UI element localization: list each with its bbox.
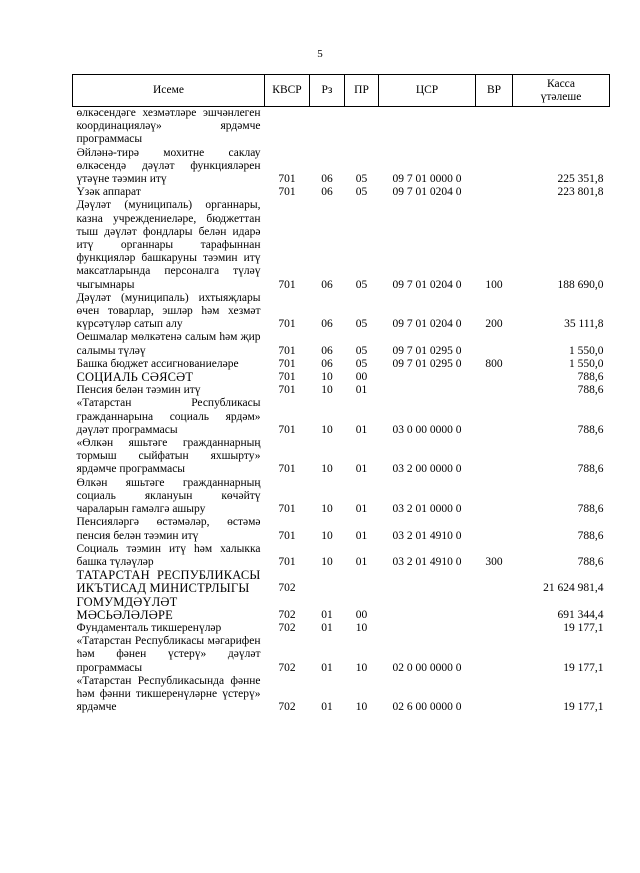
header-csr: ЦСР xyxy=(379,75,476,107)
cell-kassa: 788,6 xyxy=(577,384,604,397)
table-header xyxy=(73,75,610,107)
cell-rz: 06 xyxy=(321,318,333,331)
cell-name: Дәүләт (муниципаль) ихтыяҗлары өчен товарлар, эшләр һәм хезмәт күрсәтүләр сатып алу xyxy=(76,291,261,331)
cell-kvsr: 702 xyxy=(278,661,296,674)
cell-kvsr: 701 xyxy=(278,384,296,397)
cell-csr: 02 6 00 0000 0 xyxy=(392,701,462,714)
cell-pr: 05 xyxy=(355,173,368,186)
cell-name: ТАТАРСТАН РЕСПУБЛИКАСЫ ИКЪТИСАД МИНИСТРЛЫГЫ xyxy=(76,568,261,596)
table-row xyxy=(73,437,610,477)
cell-vr xyxy=(476,147,513,187)
cell-rz: 10 xyxy=(321,503,333,516)
cell-kvsr: 701 xyxy=(278,186,296,199)
table-body xyxy=(73,107,610,715)
cell-rz: 06 xyxy=(321,344,333,357)
cell-kvsr: 702 xyxy=(278,582,296,595)
cell-name: Әйләнә-тирә мохитне саклау өлкәсендә дәүләт функцияләрен үтәүне тәэмин итү xyxy=(76,146,261,186)
header-name: Исеме xyxy=(73,75,265,107)
cell-kassa: 19 177,1 xyxy=(563,701,604,714)
cell-name: Социаль тәэмин итү һәм халыкка башка түләүләр xyxy=(76,542,261,568)
cell-pr: 10 xyxy=(355,621,368,634)
cell-rz: 10 xyxy=(321,529,333,542)
cell-csr xyxy=(379,569,476,595)
cell-csr xyxy=(379,622,476,635)
cell-pr: 01 xyxy=(355,503,368,516)
table-row xyxy=(73,635,610,675)
cell-csr: 02 0 00 0000 0 xyxy=(392,661,462,674)
cell-name: Өлкән яшьтәге гражданнарның социаль яклануын көчәйтү чараларын гамәлгә ашыру xyxy=(76,476,261,516)
header-vr: ВР xyxy=(476,75,513,107)
table-row xyxy=(73,569,610,595)
cell-rz: 01 xyxy=(321,608,333,621)
cell-csr: 09 7 01 0295 0 xyxy=(392,344,462,357)
cell-csr xyxy=(379,384,476,397)
cell-vr: 200 xyxy=(485,318,503,331)
cell-kassa: 788,6 xyxy=(577,529,604,542)
cell-rz: 06 xyxy=(321,186,333,199)
cell-kassa: 223 801,8 xyxy=(557,186,604,199)
cell-csr: 09 7 01 0204 0 xyxy=(392,318,462,331)
cell-vr xyxy=(476,437,513,477)
cell-name: «Татарстан Республикасы гражданнарына социаль ярдәм» дәүләт программасы xyxy=(76,397,261,436)
cell-vr xyxy=(476,186,513,199)
table-row xyxy=(73,516,610,542)
cell-csr: 03 2 00 0000 0 xyxy=(392,463,462,476)
cell-name: Пенсия белән тәэмин итү xyxy=(76,384,201,397)
table-row xyxy=(73,371,610,384)
cell-pr: 10 xyxy=(355,701,368,714)
table-row xyxy=(73,107,610,147)
cell-rz: 10 xyxy=(321,423,333,436)
cell-vr xyxy=(476,371,513,384)
table-row xyxy=(73,543,610,569)
table-row xyxy=(73,675,610,715)
cell-rz: 01 xyxy=(321,661,333,674)
cell-kvsr: 701 xyxy=(278,278,296,291)
cell-kvsr: 702 xyxy=(278,621,296,634)
cell-rz: 06 xyxy=(321,357,333,370)
table-row xyxy=(73,147,610,187)
cell-rz: 06 xyxy=(321,278,333,291)
cell-kassa: 1 550,0 xyxy=(569,357,604,370)
cell-vr xyxy=(476,635,513,675)
cell-csr: 09 7 01 0204 0 xyxy=(392,186,462,199)
cell-name: СОЦИАЛЬ СӘЯСӘТ xyxy=(76,370,194,385)
cell-pr: 01 xyxy=(355,555,368,568)
cell-kassa: 788,6 xyxy=(577,555,604,568)
budget-table xyxy=(72,74,610,714)
cell-kassa: 691 344,4 xyxy=(557,608,604,621)
cell-name: өлкәсендәге хезмәтләре эшчәнлеген координацияләү» ярдәмче программасы xyxy=(76,107,261,146)
table-row xyxy=(73,596,610,622)
cell-rz: 10 xyxy=(321,384,333,397)
cell-rz xyxy=(310,107,345,147)
cell-vr xyxy=(476,622,513,635)
cell-pr: 10 xyxy=(355,661,368,674)
table-row xyxy=(73,477,610,517)
cell-vr xyxy=(476,397,513,437)
cell-kassa: 21 624 981,4 xyxy=(543,582,604,595)
cell-rz: 10 xyxy=(321,463,333,476)
cell-kassa: 19 177,1 xyxy=(563,621,604,634)
cell-kassa: 19 177,1 xyxy=(563,661,604,674)
cell-name: Дәүләт (муниципаль) органнары, казна учреждениеләре, бюджеттан тыш дәүләт фондлары белән идарә итү органнары тарафыннан функцияләр башкаруны тәэмин итү максатларында персоналга түләү чыгымнары xyxy=(76,199,261,291)
cell-kvsr: 701 xyxy=(278,503,296,516)
cell-csr: 09 7 01 0295 0 xyxy=(392,357,462,370)
cell-pr: 00 xyxy=(355,371,368,384)
cell-name: «Өлкән яшьтәге гражданнарның тормыш сыйфатын яхшырту» ярдәмче программасы xyxy=(76,437,261,476)
cell-pr: 05 xyxy=(355,318,368,331)
cell-vr xyxy=(476,477,513,517)
cell-pr: 00 xyxy=(355,608,368,621)
table-row xyxy=(73,384,610,397)
cell-name: Фундаменталь тикшеренүләр xyxy=(76,621,222,634)
cell-vr xyxy=(476,675,513,715)
cell-pr: 01 xyxy=(355,423,368,436)
cell-vr: 800 xyxy=(485,357,503,370)
cell-csr: 03 0 00 0000 0 xyxy=(392,423,462,436)
cell-csr xyxy=(379,107,476,147)
cell-kvsr: 701 xyxy=(278,344,296,357)
cell-vr xyxy=(476,107,513,147)
cell-name: ГОМУМДӘҮЛӘТ МӘСЬӘЛӘЛӘРЕ xyxy=(76,594,178,622)
cell-rz xyxy=(310,569,345,595)
cell-name: Үзәк аппарат xyxy=(76,186,141,199)
header-kvsr: КВСР xyxy=(265,75,310,107)
table-row xyxy=(73,199,610,291)
cell-kvsr: 701 xyxy=(278,423,296,436)
cell-kassa: 788,6 xyxy=(577,463,604,476)
cell-kassa: 1 550,0 xyxy=(569,344,604,357)
cell-kvsr: 701 xyxy=(278,357,296,370)
cell-vr xyxy=(476,384,513,397)
cell-vr: 100 xyxy=(485,278,503,291)
cell-kassa xyxy=(513,107,610,147)
cell-pr: 05 xyxy=(355,357,368,370)
cell-csr: 09 7 01 0000 0 xyxy=(392,173,462,186)
cell-vr: 300 xyxy=(485,555,503,568)
cell-rz: 01 xyxy=(321,701,333,714)
cell-kvsr: 702 xyxy=(278,701,296,714)
cell-pr: 01 xyxy=(355,463,368,476)
cell-kassa: 35 111,8 xyxy=(564,318,604,331)
cell-csr: 03 2 01 4910 0 xyxy=(392,529,462,542)
table-row xyxy=(73,397,610,437)
table-row xyxy=(73,622,610,635)
cell-name: Оешмалар мөлкәтенә салым һәм җир салымы түләү xyxy=(76,331,261,357)
cell-pr xyxy=(345,107,379,147)
cell-kassa: 225 351,8 xyxy=(557,173,604,186)
cell-csr: 09 7 01 0204 0 xyxy=(392,278,462,291)
cell-kvsr: 701 xyxy=(278,371,296,384)
cell-pr: 05 xyxy=(355,278,368,291)
cell-name: «Татарстан Республикасында фәнне һәм фәнни тикшеренүләрне үстерү» ярдәмче xyxy=(76,674,261,714)
cell-name: Башка бюджет ассигнованиеләре xyxy=(76,357,239,370)
cell-vr xyxy=(476,331,513,357)
cell-rz: 10 xyxy=(321,555,333,568)
cell-kassa: 788,6 xyxy=(577,423,604,436)
cell-pr: 01 xyxy=(355,529,368,542)
table-row xyxy=(73,186,610,199)
cell-pr: 05 xyxy=(355,344,368,357)
cell-kassa: 188 690,0 xyxy=(557,278,604,291)
header-rz: Рз xyxy=(310,75,345,107)
cell-kvsr: 702 xyxy=(278,608,296,621)
cell-csr xyxy=(379,371,476,384)
cell-rz: 01 xyxy=(321,621,333,634)
cell-kvsr: 701 xyxy=(278,318,296,331)
page-number: 5 xyxy=(317,48,323,60)
table-row xyxy=(73,292,610,332)
cell-csr: 03 2 01 4910 0 xyxy=(392,555,462,568)
cell-name: Пенсияләргә өстәмәләр, өстәмә пенсия белән тәэмин итү xyxy=(76,516,261,542)
table-row xyxy=(73,331,610,357)
cell-kvsr: 701 xyxy=(278,529,296,542)
cell-kvsr: 701 xyxy=(278,555,296,568)
cell-kvsr xyxy=(265,107,310,147)
cell-rz: 06 xyxy=(321,173,333,186)
cell-kvsr: 701 xyxy=(278,463,296,476)
cell-rz: 10 xyxy=(321,371,333,384)
header-kassa: Касса үтәлеше xyxy=(513,75,610,107)
cell-csr xyxy=(379,596,476,622)
cell-kassa: 788,6 xyxy=(577,371,604,384)
cell-kassa: 788,6 xyxy=(577,503,604,516)
cell-name: «Татарстан Республикасы мәгарифен һәм фәнен үстерү» дәүләт программасы xyxy=(76,635,261,674)
cell-pr: 05 xyxy=(355,186,368,199)
cell-vr xyxy=(476,516,513,542)
cell-csr: 03 2 01 0000 0 xyxy=(392,503,462,516)
cell-kvsr: 701 xyxy=(278,173,296,186)
cell-vr xyxy=(476,569,513,595)
cell-pr: 01 xyxy=(355,384,368,397)
cell-vr xyxy=(476,596,513,622)
header-pr: ПР xyxy=(345,75,379,107)
cell-pr xyxy=(345,569,379,595)
